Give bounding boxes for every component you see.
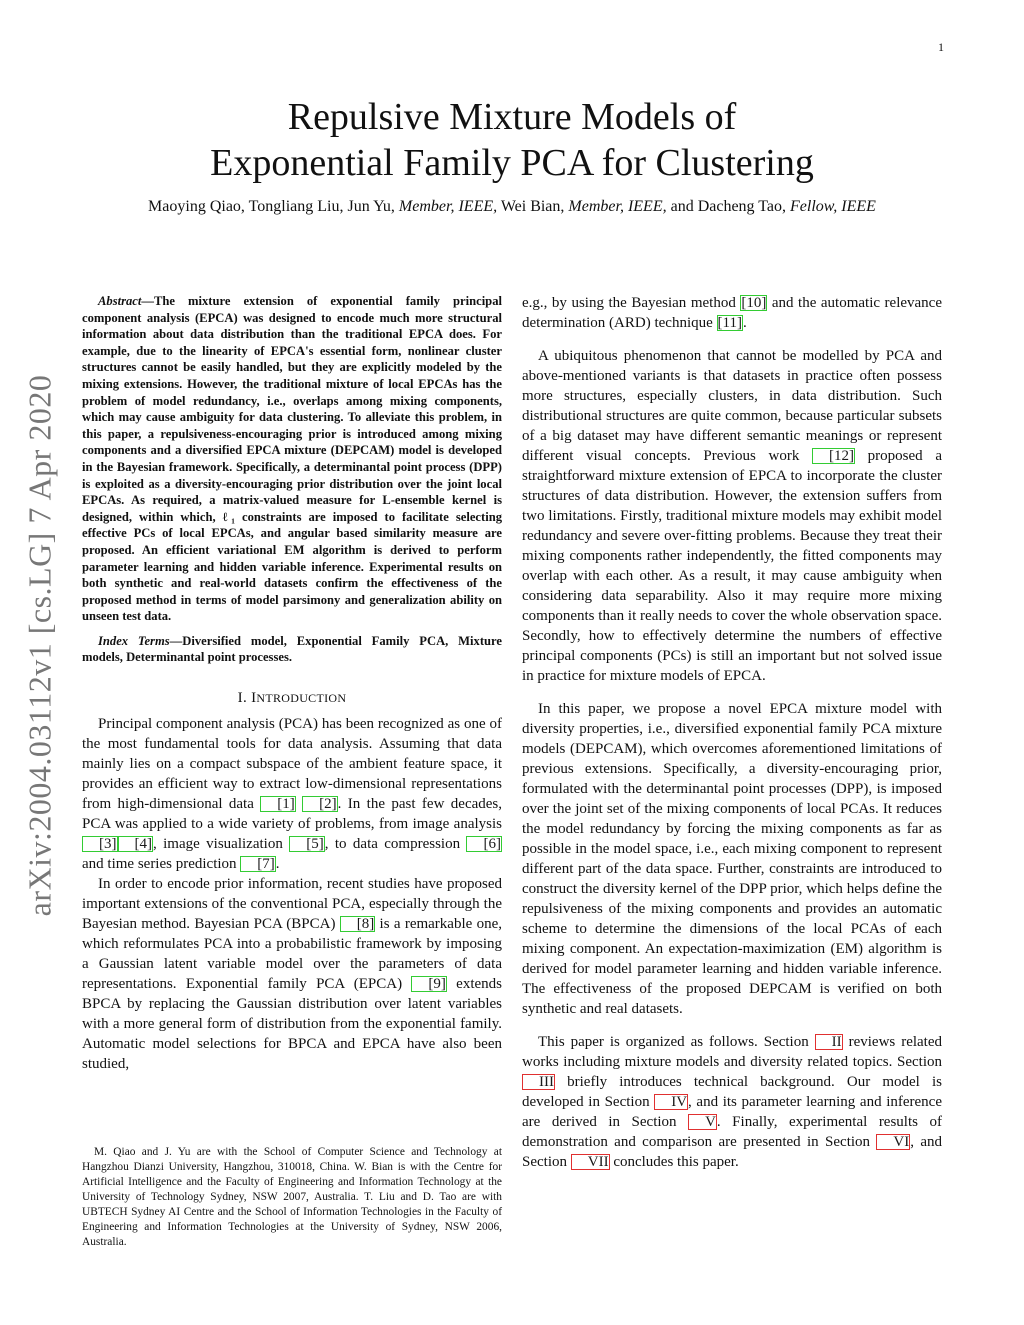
index-terms-label: Index Terms [98,633,170,648]
right-column [522,293,942,1172]
section-numeral: I. [237,690,252,707]
page-number: 1 [938,40,944,54]
arxiv-stamp[interactable]: arXiv:2004.03112v1 [cs.LG] 7 Apr 2020 [21,374,58,916]
citation-link[interactable]: [5] [289,836,325,852]
paragraph-text: , and its parameter learning and inference are derived in Section [522,1094,942,1130]
right-paragraph-2 [522,346,942,686]
index-terms-text: —Diversified model, Exponential Family PCA, Mixture models, Determinantal point processes. [82,633,503,665]
citation-link[interactable]: [10] [741,295,767,311]
citation-link[interactable]: [2] [302,796,338,812]
paragraph-text: In order to encode prior information, recent studies have proposed important extensions of the conventional PCA, especially through the Bayesian method. Bayesian PCA (BPCA) [82,876,502,933]
paragraph-text: . Finally, experimental results of demonstration and comparison are presented in Section [522,1114,942,1150]
section-link[interactable]: II [815,1034,843,1050]
index-terms [82,633,502,666]
paragraph-text: . In the past few decades, PCA was applied to a wide variety of problems, from image analysis [82,796,503,833]
section-heading-introduction [82,688,502,708]
section-link[interactable]: III [522,1074,555,1090]
author-membership-3: Fellow, IEEE [790,198,876,215]
section-title-caps: NTRODUCTION [256,691,347,706]
author-names-3: and Dacheng Tao, [666,198,791,215]
abstract-label: Abstract [98,294,142,308]
paragraph-text: e.g., by using the Bayesian method [522,295,741,311]
paragraph-text: and time series prediction [82,856,241,873]
paragraph-text: and the automatic relevance determination (ARD) technique [522,295,943,331]
paragraph-text: concludes this paper. [609,1154,739,1170]
author-names-2: Wei Bian, [497,198,569,215]
paragraph-text: This paper is organized as follows. Section [538,1034,815,1050]
paragraph-text: , to data compression [324,836,467,853]
paragraph-text: Principal component analysis (PCA) has been recognized as one of the most fundamental tools for data analysis. Assuming that data mainly lies on a compact subspace of the ambient feature space, it provides an efficient way to extract low-dimensional representations from high-dimensional data [82,716,502,813]
title-line-2: Exponential Family PCA for Clustering [210,142,814,184]
intro-paragraph-2 [82,874,502,1074]
intro-paragraph-1 [82,714,502,874]
paragraph-text: briefly introduces technical background. Our model is developed in Section [522,1074,942,1110]
paper-title [80,94,944,186]
paragraph-text: , image visualization [153,836,290,853]
paragraph-text: . [275,856,280,873]
paragraph-text: reviews related works including mixture models and diversity related topics. Section [522,1034,943,1070]
paragraph-text: , and Section [522,1134,942,1170]
section-first-letter: I [251,690,257,707]
citation-link[interactable]: [12] [812,448,855,464]
right-paragraph-3: In this paper, we propose a novel EPCA mixture model with diversity properties, i.e., diversified exponential family PCA mixture models (DEPCAM), which overcomes aforementioned limitations of previous extensions. Specifically, a diversity-encouraging prior, formulated with the determinantal point processes (DPP), is imposed over the joint set of the mixing components of local PCAs. It reduces the model redundancy by forcing the mixing components as far as possible in the model space, i.e., each mixing component to represent different part of the data space. Further, constraints are introduced to construct the diversity kernel of the DPP prior, which helps define the repulsiveness of the mixing components and provides an automatic scheme to determine the dimensions of the local PCAs of each mixing component. An expectation-maximization (EM) algorithm is derived for model parameter learning and hidden variable inference. The effectiveness of the proposed DEPCAM is verified on both synthetic and real datasets. [522,701,942,1017]
citation-link[interactable]: [11] [717,315,742,331]
author-line [60,198,964,216]
section-link[interactable]: VI [876,1134,910,1150]
arxiv-stamp-container [20,360,60,930]
paragraph-text: is a remarkable one, which reformulates PCA into a probabilistic framework by imposing a Gaussian latent variable model over the parameters of data representations. Exponential family PCA (EPCA) [82,916,502,993]
paragraph-text: proposed a straightforward mixture extension of EPCA to incorporate the cluster structures of data distribution. However, the extension suffers from two limitations. Firstly, traditional mixture models may exhibit model redundancy and severe over-fitting problems. Because they treat their mixing components rather independently, the fitted components may overlap with each other. As a result, it may cause ambiguity when considering data separability. Also it may require more mixing components than it really needs to cover the whole observation space. Secondly, how to effectively determine the numbers of effective principal components (PCs) is still an important but not solved issue in practice for mixture models of EPCA. [522,448,942,684]
author-membership-2: Member, IEEE, [568,198,667,215]
paragraph-text: extends BPCA by replacing the Gaussian distribution over latent variables with a more general form of distribution from the exponential family. Automatic model selections for BPCA and EPCA have also been studied, [82,976,502,1073]
title-line-1: Repulsive Mixture Models of [287,96,737,138]
right-paragraph-4 [522,1032,942,1172]
author-names-1: Maoying Qiao, Tongliang Liu, Jun Yu, [148,198,399,215]
section-link[interactable]: IV [654,1094,688,1110]
citation-link[interactable]: [9] [411,976,447,992]
paragraph-text: A ubiquitous phenomenon that cannot be modelled by PCA and above-mentioned variants is that datasets in practice often possess more structures, especially clusters, in data distribution. Such distributional structures are quite common, because particular subsets of a big dataset may have different semantic meanings or represent different visual concepts. Previous work [522,348,942,464]
abstract-text: —The mixture extension of exponential family principal component analysis (EPCA) was designed to encode much more structural information about data distribution than the traditional EPCA does. For example, due to the linearity of EPCA's essential form, nonlinear cluster structures cannot be easily handled, but they are explicitly modeled by the mixing extensions. However, the traditional mixture of local EPCAs has the problem of model redundancy, i.e., overlaps among mixing components, which may cause ambiguity for data clustering. To alleviate this problem, in this paper, a repulsiveness-encouraging prior is introduced among mixing components and a diversified EPCA mixture (DEPCAM) model is developed in the Bayesian framework. Specifically, a determinantal point process (DPP) is exploited as a diversity-encouraging prior distribution over the joint local EPCAs. As required, a matrix-valued measure for L-ensemble kernel is designed, within which, ℓ₁ constraints are imposed to facilitate selecting effective PCs of local EPCAs, and angular based similarity measure are proposed. An efficient variational EM algorithm is derived to perform parameter learning and hidden variable inference. Experimental results on both synthetic and real-world datasets confirm the effectiveness of the proposed method in terms of model parsimony and generalization ability on unseen test data. [82,294,502,624]
citation-link[interactable]: [1] [260,796,296,812]
abstract [82,293,502,625]
citation-link[interactable]: [7] [240,856,276,872]
citation-link[interactable]: [3] [82,836,118,852]
citation-link[interactable]: [6] [466,836,502,852]
left-column [82,293,502,1074]
right-paragraph-1 [522,293,942,333]
citation-link[interactable]: [4] [118,836,154,852]
paragraph-text: . [742,315,747,331]
citation-link[interactable]: [8] [340,916,376,932]
author-membership-1: Member, IEEE, [398,198,498,215]
affiliation-footnote: M. Qiao and J. Yu are with the School of Computer Science and Technology at Hangzhou Dianzi University, Hangzhou, 310018, China. W. Bian is with the Centre for Artificial Intelligence and the Faculty of Engineering and Information Technology at the University of Technology Sydney, NSW 2007, Australia. T. Liu and D. Tao are with UBTECH Sydney AI Centre and the School of Information Technologies in the Faculty of Engineering and Information Technologies at the University of Sydney, NSW 2006, Australia. [82,1146,502,1248]
section-link[interactable]: VII [571,1154,610,1170]
section-link[interactable]: V [688,1114,717,1130]
